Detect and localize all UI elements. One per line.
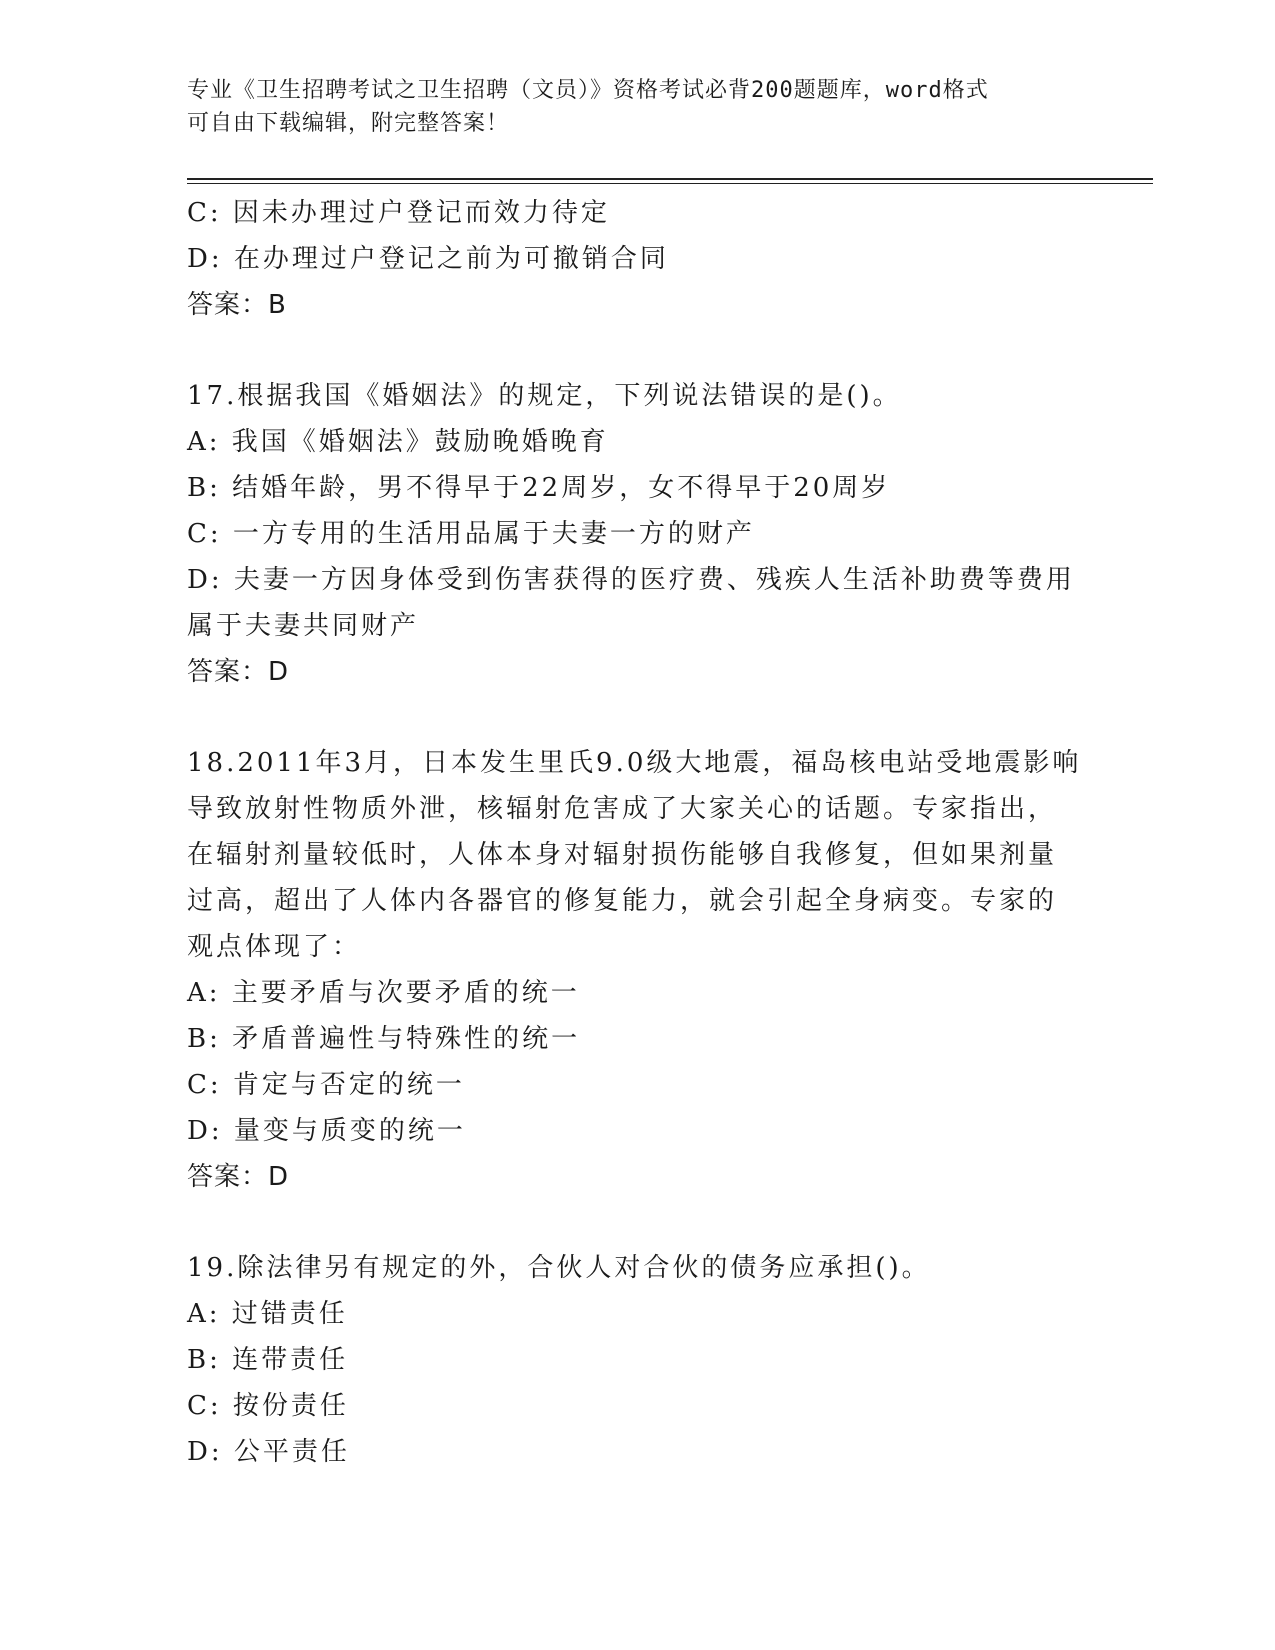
spacer xyxy=(187,328,1087,373)
spacer xyxy=(187,695,1087,740)
option-c: C: 肯定与否定的统一 xyxy=(187,1070,465,1100)
option-b: B: 结婚年龄，男不得早于22周岁，女不得早于20周岁 xyxy=(187,473,891,503)
option-d: D: 公平责任 xyxy=(187,1437,350,1467)
option-c: C: 一方专用的生活用品属于夫妻一方的财产 xyxy=(187,519,755,549)
option-a: A: 过错责任 xyxy=(187,1299,348,1329)
document-body xyxy=(187,190,1087,1475)
question-17 xyxy=(187,373,1087,695)
option-c: C: 按份责任 xyxy=(187,1391,349,1421)
option-d-continued: 属于夫妻共同财产 xyxy=(187,611,420,641)
option-d: D: 在办理过户登记之前为可撤销合同 xyxy=(187,244,669,274)
header-rule-thick xyxy=(187,178,1153,180)
option-b: B: 连带责任 xyxy=(187,1345,349,1375)
header-rule-thin xyxy=(187,183,1153,184)
question-stem-continued: 在辐射剂量较低时，人体本身对辐射损伤能够自我修复，但如果剂量 xyxy=(187,840,1058,870)
document-header xyxy=(187,74,1067,140)
header-line-1: 专业《卫生招聘考试之卫生招聘（文员）》资格考试必背200题题库，word格式 xyxy=(187,78,989,103)
question-stem-continued: 导致放射性物质外泄，核辐射危害成了大家关心的话题。专家指出， xyxy=(187,794,1058,824)
question-stem: 17.根据我国《婚姻法》的规定，下列说法错误的是()。 xyxy=(187,381,902,411)
header-line-2: 可自由下载编辑，附完整答案！ xyxy=(187,111,510,136)
answer: 答案：D xyxy=(187,1162,290,1192)
option-c: C: 因未办理过户登记而效力待定 xyxy=(187,198,610,228)
question-stem-continued: 观点体现了： xyxy=(187,932,362,962)
question-stem: 19.除法律另有规定的外，合伙人对合伙的债务应承担()。 xyxy=(187,1253,931,1283)
question-18 xyxy=(187,740,1087,1200)
answer: 答案：B xyxy=(187,290,287,320)
option-a: A: 我国《婚姻法》鼓励晚婚晚育 xyxy=(187,427,609,457)
option-d: D: 量变与质变的统一 xyxy=(187,1116,466,1146)
question-19 xyxy=(187,1245,1087,1475)
question-16-tail xyxy=(187,190,1087,328)
option-b: B: 矛盾普遍性与特殊性的统一 xyxy=(187,1024,581,1054)
option-a: A: 主要矛盾与次要矛盾的统一 xyxy=(187,978,580,1008)
question-stem: 18.2011年3月，日本发生里氏9.0级大地震，福岛核电站受地震影响 xyxy=(187,748,1082,778)
option-d: D: 夫妻一方因身体受到伤害获得的医疗费、残疾人生活补助费等费用 xyxy=(187,565,1075,595)
spacer xyxy=(187,1200,1087,1245)
question-stem-continued: 过高，超出了人体内各器官的修复能力，就会引起全身病变。专家的 xyxy=(187,886,1058,916)
answer: 答案：D xyxy=(187,657,290,687)
